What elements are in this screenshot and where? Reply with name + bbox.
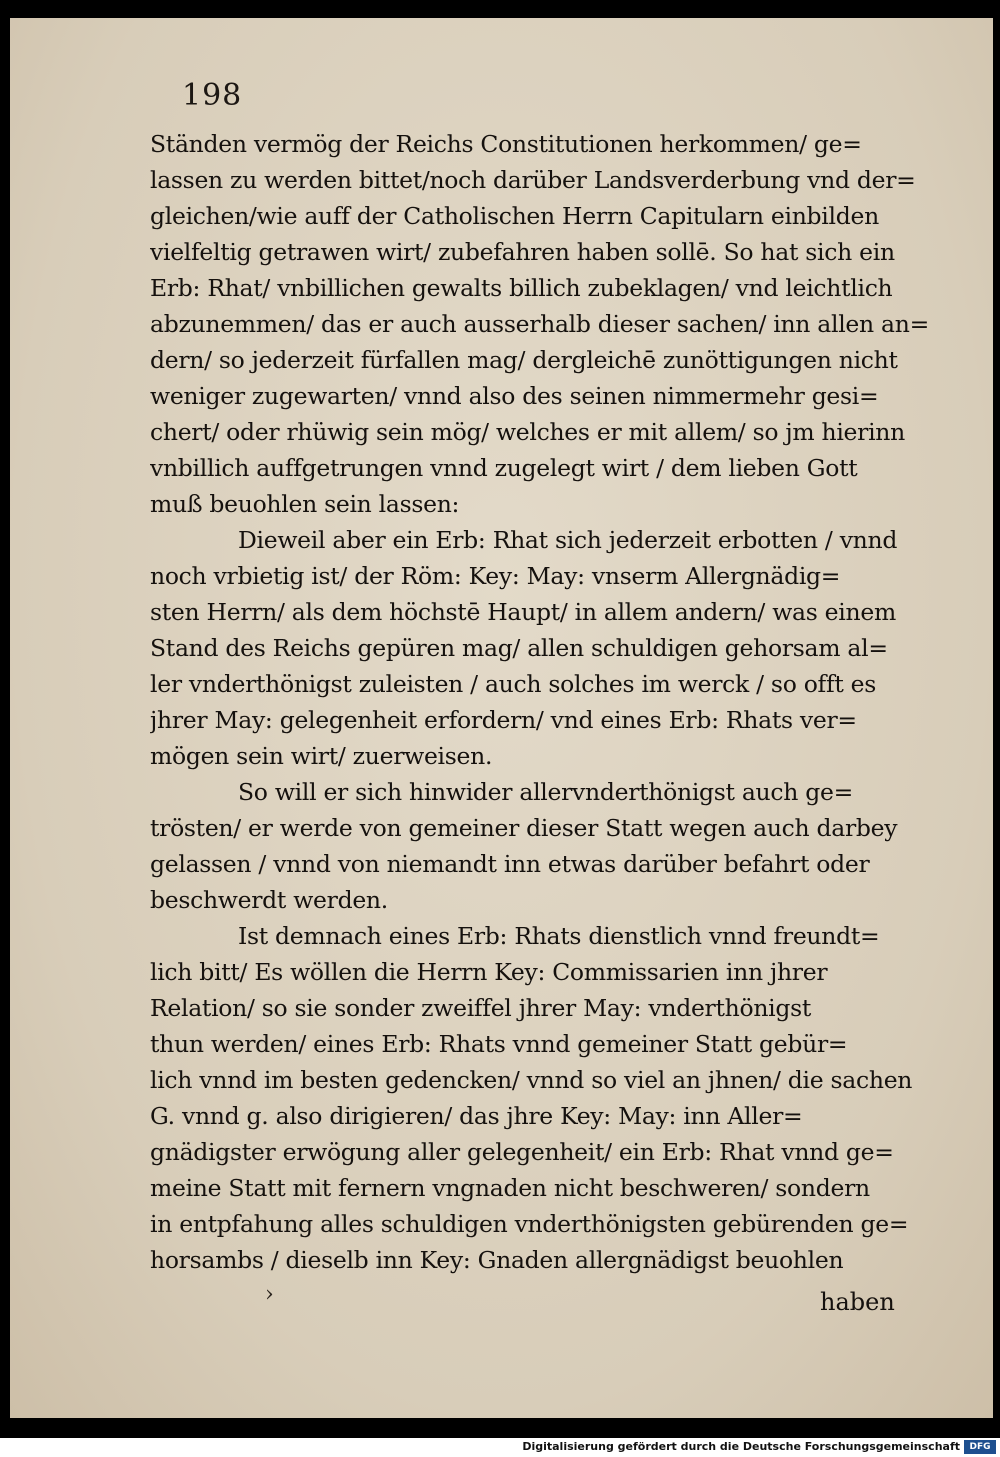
text-line: Stand des Reichs gepüren mag/ allen schuldigen gehorsam al= [150,634,888,662]
text-block [150,126,940,1278]
margin-mark: › [265,1282,274,1307]
text-line: dern/ so jederzeit fürfallen mag/ dergleichē zunöttigungen nicht [150,346,898,374]
text-line: gnädigster erwögung aller gelegenheit/ ein Erb: Rhat vnnd ge= [150,1138,894,1166]
text-line: gelassen / vnnd von niemandt inn etwas darüber befahrt oder [150,850,870,878]
text-line: Ist demnach eines Erb: Rhats dienstlich vnnd freundt= [238,922,880,950]
text-line: vnbillich auffgetrungen vnnd zugelegt wirt / dem lieben Gott [150,454,858,482]
text-line: Relation/ so sie sonder zweiffel jhrer May: vnderthönigst [150,994,812,1022]
text-line: Ständen vermög der Reichs Constitutionen herkommen/ ge= [150,130,862,158]
catchword: haben [820,1288,895,1316]
page-number: 198 [182,78,243,113]
text-line: lich vnnd im besten gedencken/ vnnd so viel an jhnen/ die sachen [150,1066,913,1094]
text-line: lassen zu werden bittet/noch darüber Landsverderbung vnd der= [150,166,916,194]
text-line: mögen sein wirt/ zuerweisen. [150,742,493,770]
text-line: weniger zugewarten/ vnnd also des seinen nimmermehr gesi= [150,382,879,410]
text-line: in entpfahung alles schuldigen vnderthönigsten gebürenden ge= [150,1210,909,1238]
text-line: beschwerdt werden. [150,886,388,914]
text-line: horsambs / dieselb inn Key: Gnaden allergnädigst beuohlen [150,1246,844,1274]
text-line: meine Statt mit fernern vngnaden nicht beschweren/ sondern [150,1174,870,1202]
text-line: chert/ oder rhüwig sein mög/ welches er mit allem/ so jm hierinn [150,418,905,446]
text-line: lich bitt/ Es wöllen die Herrn Key: Commissarien inn jhrer [150,958,828,986]
dfg-logo: DFG [964,1440,996,1454]
text-line: Dieweil aber ein Erb: Rhat sich jederzeit erbotten / vnnd [238,526,898,554]
text-line: sten Herrn/ als dem höchstē Haupt/ in allem andern/ was einem [150,598,896,626]
funding-notice: Digitalisierung gefördert durch die Deutsche Forschungsgemeinschaft [522,1440,960,1453]
text-line: abzunemmen/ das er auch ausserhalb dieser sachen/ inn allen an= [150,310,929,338]
text-line: noch vrbietig ist/ der Röm: Key: May: vnserm Allergnädig= [150,562,841,590]
text-line: So will er sich hinwider allervnderthönigst auch ge= [238,778,853,806]
text-line: Erb: Rhat/ vnbillichen gewalts billich zubeklagen/ vnd leichtlich [150,274,893,302]
text-line: G. vnnd g. also dirigieren/ das jhre Key: May: inn Aller= [150,1102,803,1130]
text-line: jhrer May: gelegenheit erfordern/ vnd eines Erb: Rhats ver= [150,706,857,734]
text-line: ler vnderthönigst zuleisten / auch solches im werck / so offt es [150,670,877,698]
text-line: trösten/ er werde von gemeiner dieser Statt wegen auch darbey [150,814,898,842]
text-line: thun werden/ eines Erb: Rhats vnnd gemeiner Statt gebür= [150,1030,848,1058]
text-line: muß beuohlen sein lassen: [150,490,460,518]
footer-bar [0,1438,1000,1457]
text-line: vielfeltig getrawen wirt/ zubefahren haben sollē. So hat sich ein [150,238,895,266]
text-line: gleichen/wie auff der Catholischen Herrn Capitularn einbilden [150,202,879,230]
